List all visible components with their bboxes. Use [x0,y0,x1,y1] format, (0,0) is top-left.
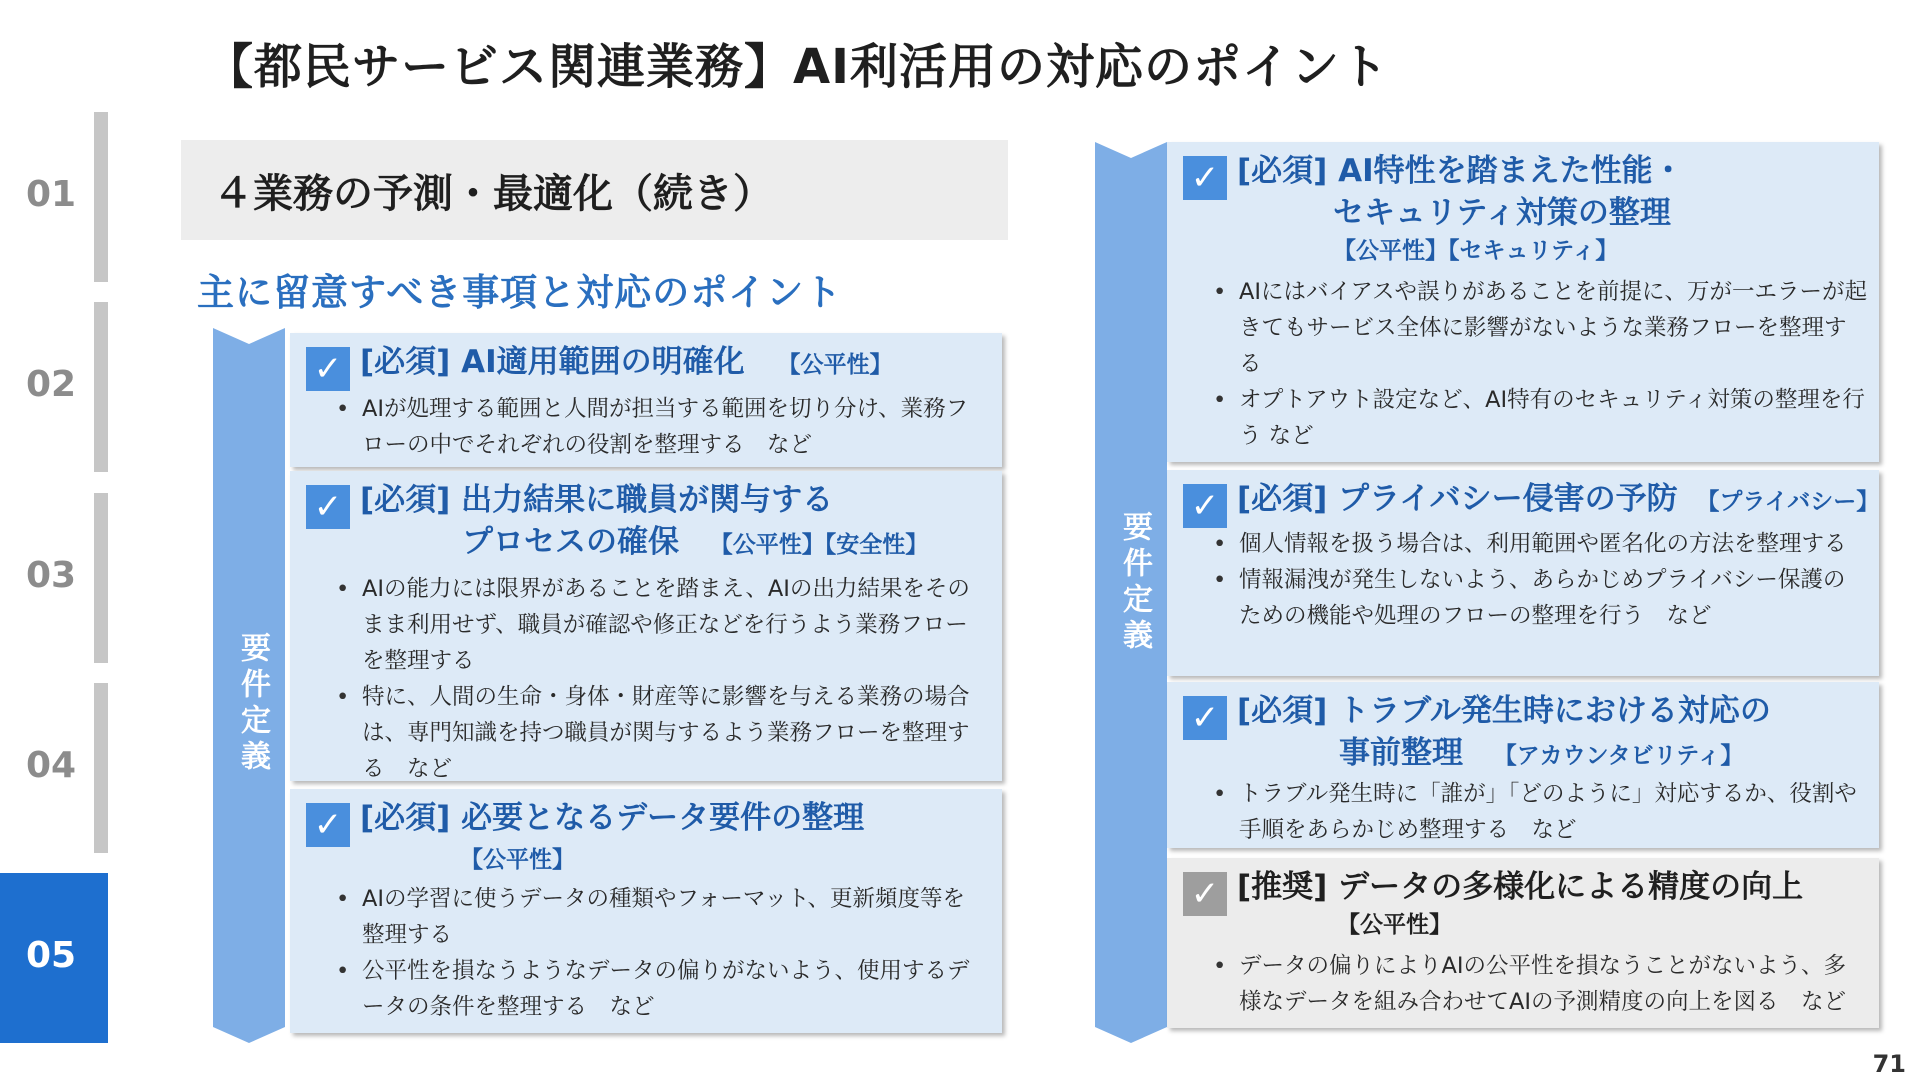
page-title: 【都民サービス関連業務】AI利活用の対応のポイント [205,39,1390,95]
requirement-card [1167,682,1879,848]
card-tags: 【公平性】【セキュリティ】 [1333,238,1619,264]
nav-item-03[interactable] [0,493,108,663]
checkmark-icon: ✓ [306,485,350,529]
checkmark-icon: ✓ [1183,872,1227,916]
card-bullets [1211,526,1867,634]
nav-item-bar [94,112,108,282]
card-title [1237,150,1684,268]
card-title [360,341,892,386]
card-title-text: [必須] AI適用範囲の明確化 [360,344,745,380]
bullet-item: • トラブル発生時に「誰が」「どのように」対応するか、役割や手順をあらかじめ整理する など [1211,776,1867,848]
card-bullets [334,571,984,787]
bullet-item: • 特に、人間の生命・身体・財産等に影響を与える業務の場合は、専門知識を持つ職員が関与するよう業務フローを整理する など [334,679,984,787]
card-bullets [334,391,984,463]
requirement-card [290,333,1002,467]
bullet-item: • AIの能力には限界があることを踏まえ、AIの出力結果をそのまま利用せず、職員が確認や修正などを行うよう業務フローを整理する [334,571,984,679]
card-bullets [1211,776,1867,848]
card-tags: 【公平性】 [1337,912,1452,938]
nav-item-label: 04 [26,745,77,786]
card-title [360,797,864,881]
requirement-card [290,471,1002,781]
nav-item-02[interactable] [0,302,108,472]
card-title-text: セキュリティ対策の整理 [1333,195,1671,231]
requirement-label-left: 要件定義 [235,632,270,776]
nav-item-01[interactable] [0,112,108,282]
nav-item-bar [94,493,108,663]
card-title-text: [推奨] データの多様化による精度の向上 [1237,869,1804,905]
card-title-text: [必須] 必要となるデータ要件の整理 [360,800,865,836]
requirement-card [1167,142,1879,462]
recommended-card [1167,858,1879,1028]
card-tags: 【アカウンタビリティ】 [1493,743,1744,769]
bullet-item: • オプトアウト設定など、AI特有のセキュリティ対策の整理を行う など [1211,382,1867,454]
card-title-text: [必須] 出力結果に職員が関与する [360,482,834,518]
nav-item-label: 01 [26,174,77,215]
checkmark-icon: ✓ [306,803,350,847]
card-title [360,479,928,566]
nav-item-label: 05 [26,935,77,976]
nav-item-04[interactable] [0,683,108,853]
requirement-card [1167,470,1879,676]
card-tags: 【公平性】【安全性】 [709,532,929,558]
card-title [1237,690,1771,777]
card-bullets [1211,948,1867,1020]
bullet-item: • AIにはバイアスや誤りがあることを前提に、万が一エラーが起きてもサービス全体に影響がないような業務フローを整理する [1211,274,1867,382]
bullet-item: • 個人情報を扱う場合は、利用範囲や匿名化の方法を整理する [1211,526,1867,562]
nav-item-bar [94,683,108,853]
checkmark-icon: ✓ [306,347,350,391]
card-bullets [1211,274,1867,454]
card-tags: 【公平性】 [460,847,575,873]
checkmark-icon: ✓ [1183,156,1227,200]
section-heading: ４業務の予測・最適化（続き） [213,171,773,217]
checkmark-icon: ✓ [1183,484,1227,528]
requirement-label-right: 要件定義 [1117,511,1152,655]
section-heading-box [181,140,1008,240]
bullet-item: • AIの学習に使うデータの種類やフォーマット、更新頻度等を整理する [334,881,984,953]
card-title-text: プロセスの確保 [462,524,679,560]
nav-item-bar [94,302,108,472]
nav-item-label: 02 [26,364,77,405]
bullet-item: • 公平性を損なうようなデータの偏りがないよう、使用するデータの条件を整理する など [334,953,984,1025]
card-bullets [334,881,984,1025]
card-title-text: [必須] トラブル発生時における対応の [1237,693,1771,729]
card-title-text: 事前整理 [1339,735,1463,771]
nav-item-label: 03 [26,555,77,596]
checkmark-icon: ✓ [1183,696,1227,740]
card-title-text: [必須] プライバシー侵害の予防 [1237,481,1678,517]
card-title [1237,866,1803,942]
page-number: 71 [1872,1050,1906,1078]
bullet-item: • 情報漏洩が発生しないよう、あらかじめプライバシー保護のための機能や処理のフローの整理を行う など [1211,562,1867,634]
requirement-card [290,789,1002,1033]
bullet-item: • AIが処理する範囲と人間が担当する範囲を切り分け、業務フローの中でそれぞれの役割を整理する など [334,391,984,463]
subheading: 主に留意すべき事項と対応のポイント [197,271,843,314]
card-title-text: [必須] AI特性を踏まえた性能・ [1237,153,1684,189]
bullet-item: • データの偏りによりAIの公平性を損なうことがないよう、多様なデータを組み合わせてAIの予測精度の向上を図る など [1211,948,1867,1020]
card-tags: 【公平性】 [777,352,893,378]
card-tags: 【プライバシー】 [1696,489,1880,515]
nav-item-05[interactable] [0,873,108,1043]
card-title [1237,478,1879,523]
